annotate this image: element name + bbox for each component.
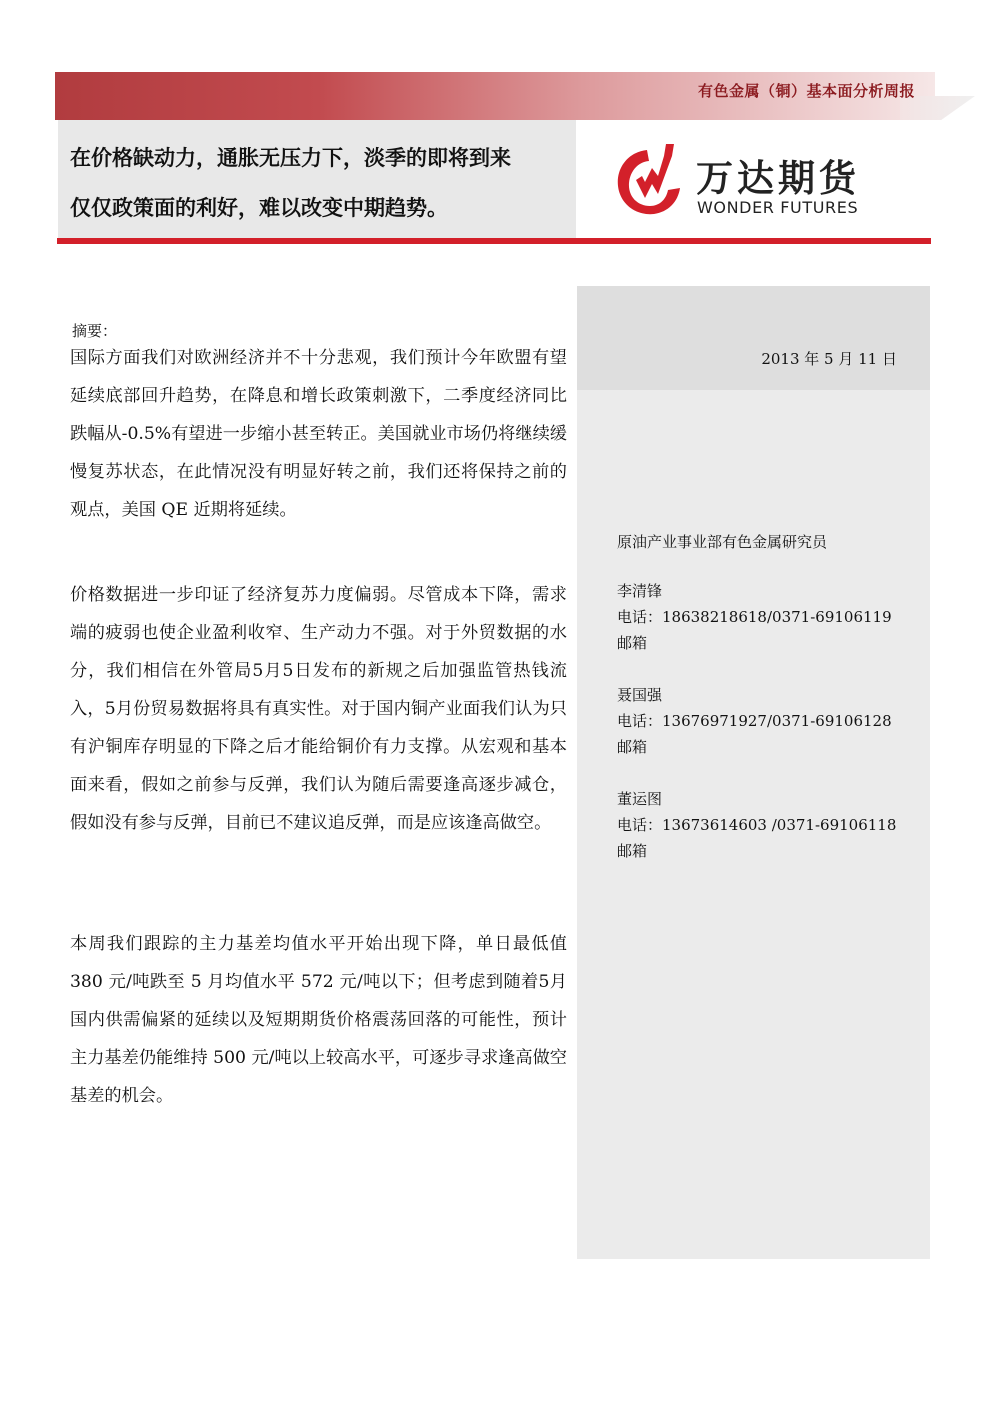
analyst-phone: 电话：13673614603 /0371-69106118 xyxy=(617,816,897,834)
logo-name-cn: 万达期货 xyxy=(696,157,860,200)
header-divider xyxy=(57,238,931,244)
analyst-contact xyxy=(617,578,917,656)
analyst-phone: 电话：13676971927/0371-69106128 xyxy=(617,712,892,730)
summary-label: 摘要： xyxy=(72,322,118,340)
analyst-email: 邮箱 xyxy=(617,738,648,756)
summary-paragraph: 本周我们跟踪的主力基差均值水平开始出现下降，单日最低值 380 元/吨跌至 5 月均值水平 572 元/吨以下；但考虑到随着5月国内供需偏紧的延续以及短期期货价格震荡回落的可能性，预计主力基差仍能维持 500 元/吨以上较高水平，可逐步寻求逢高做空基差的机会。 xyxy=(70,934,567,1106)
summary-paragraph: 价格数据进一步印证了经济复苏力度偏弱。尽管成本下降，需求端的疲弱也使企业盈利收窄、生产动力不强。对于外贸数据的水分，我们相信在外管局5月5日发布的新规之后加强监管热钱流入，5月份贸易数据将具有真实性。对于国内铜产业面我们认为只有沪铜库存明显的下降之后才能给铜价有力支撑。从宏观和基本面来看，假如之前参与反弹，我们认为随后需要逢高逐步减仓，假如没有参与反弹，目前已不建议追反弹，而是应该逢高做空。 xyxy=(70,585,567,833)
analyst-email: 邮箱 xyxy=(617,842,648,860)
analyst-name: 董运图 xyxy=(617,790,663,808)
analyst-email: 邮箱 xyxy=(617,634,648,652)
analyst-phone: 电话：18638218618/0371-69106119 xyxy=(617,608,892,626)
logo-name-en: WONDER FUTURES xyxy=(697,198,859,217)
analyst-name: 李清锋 xyxy=(617,582,663,600)
summary-paragraph: 国际方面我们对欧洲经济并不十分悲观，我们预计今年欧盟有望延续底部回升趋势，在降息和增长政策刺激下，二季度经济同比跌幅从-0.5%有望进一步缩小甚至转正。美国就业市场仍将继续缓慢复苏状态，在此情况没有明显好转之前，我们还将保持之前的观点，美国 QE 近期将延续。 xyxy=(70,348,567,520)
analyst-contact xyxy=(617,786,917,864)
headline-line-1: 在价格缺动力，通胀无压力下，淡季的即将到来 xyxy=(70,146,511,170)
report-date: 2013 年 5 月 11 日 xyxy=(761,350,897,368)
analyst-contact xyxy=(617,682,917,760)
sidebar-panel xyxy=(577,286,930,1259)
sidebar-date-panel xyxy=(577,286,930,390)
analyst-name: 聂国强 xyxy=(617,686,663,704)
wonder-futures-logo-icon xyxy=(612,142,682,220)
headline-line-2: 仅仅政策面的利好，难以改变中期趋势。 xyxy=(70,196,448,220)
department-label: 原油产业事业部有色金属研究员 xyxy=(617,533,828,551)
report-title: 有色金属（铜）基本面分析周报 xyxy=(697,82,915,100)
